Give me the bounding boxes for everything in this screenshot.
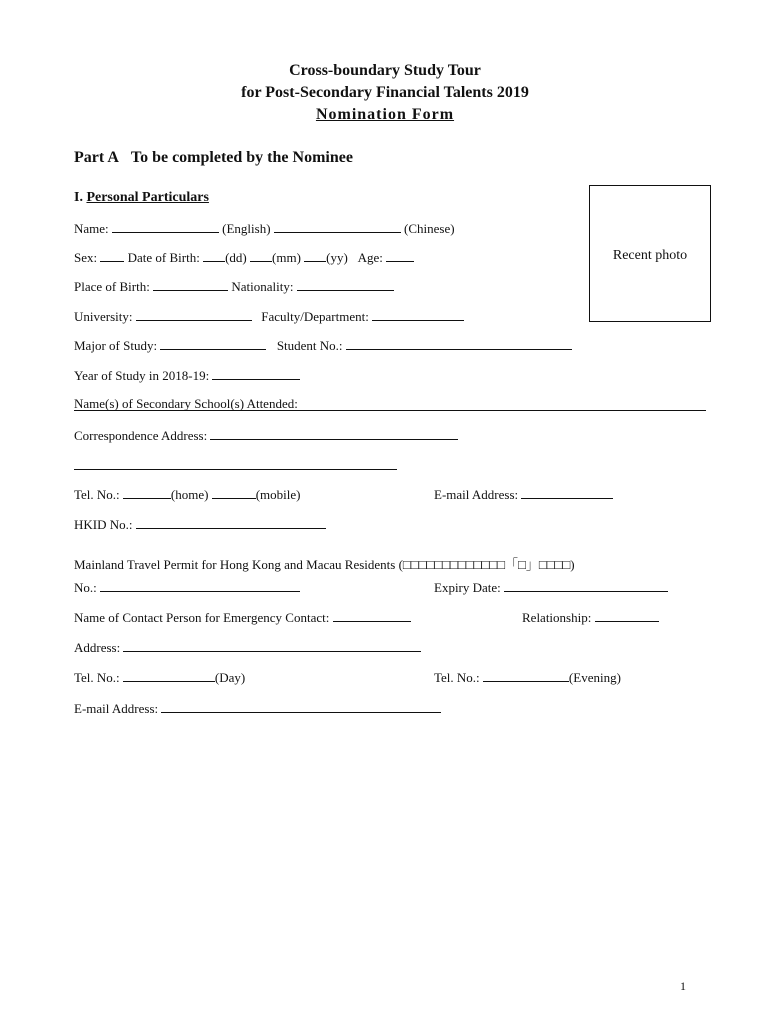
hkid-row	[74, 516, 326, 533]
correspondence-row	[74, 427, 458, 444]
correspondence-field-line2[interactable]	[74, 469, 397, 470]
name-label: Name:	[74, 221, 109, 236]
section-number: I.	[74, 190, 83, 205]
photo-box[interactable]	[589, 185, 711, 322]
address-row	[74, 639, 421, 656]
birth-row	[74, 278, 394, 295]
part-a-heading	[74, 148, 353, 168]
address-label: Address:	[74, 640, 121, 655]
email-row	[434, 486, 613, 503]
year-row	[74, 367, 300, 384]
nationality-field[interactable]	[297, 278, 394, 291]
relationship-field[interactable]	[595, 609, 659, 622]
student-no-field[interactable]	[346, 337, 572, 350]
sex-field[interactable]	[100, 249, 124, 262]
email-label: E-mail Address:	[434, 487, 519, 502]
faculty-label: Faculty/Department:	[261, 309, 369, 324]
dob-yy-field[interactable]	[304, 249, 326, 262]
tel-day-label: Tel. No.:	[74, 670, 120, 685]
dob-dd-field[interactable]	[203, 249, 225, 262]
chinese-label: (Chinese)	[404, 221, 455, 236]
tel-evening-row	[434, 669, 621, 686]
university-label: University:	[74, 309, 133, 324]
section-heading	[74, 190, 209, 206]
permit-no-row	[74, 579, 300, 596]
yy-label: (yy)	[326, 250, 348, 265]
tel-evening-label: Tel. No.:	[434, 670, 480, 685]
form-title-line1: Cross-boundary Study Tour	[289, 62, 481, 79]
form-title-line3-wrap	[0, 105, 770, 125]
day-label: (Day)	[214, 670, 246, 685]
tel-evening-field[interactable]	[483, 669, 569, 682]
permit-label: Mainland Travel Permit for Hong Kong and Macau Residents (□□□□□□□□□□□□□「□」□□□□)	[74, 557, 575, 572]
sex-label: Sex:	[74, 250, 98, 265]
age-field[interactable]	[386, 249, 414, 262]
contact-email-row	[74, 700, 441, 717]
dob-mm-field[interactable]	[250, 249, 272, 262]
place-of-birth-label: Place of Birth:	[74, 279, 150, 294]
major-field[interactable]	[160, 337, 266, 350]
hkid-field[interactable]	[136, 516, 326, 529]
part-a-title: To be completed by the Nominee	[130, 149, 353, 166]
tel-day-field[interactable]	[123, 669, 215, 682]
expiry-row	[434, 579, 668, 596]
emergency-row	[74, 609, 411, 626]
section-title: Personal Particulars	[86, 190, 209, 205]
mm-label: (mm)	[272, 250, 301, 265]
form-title-line2: for Post-Secondary Financial Talents 2019	[241, 84, 529, 101]
relationship-row	[522, 609, 659, 626]
tel-mobile-field[interactable]	[212, 486, 256, 499]
secondary-school-label: Name(s) of Secondary School(s) Attended:	[74, 396, 298, 411]
contact-email-label: E-mail Address:	[74, 701, 159, 716]
relationship-label: Relationship:	[522, 610, 592, 625]
tel-day-row	[74, 669, 245, 686]
contact-email-field[interactable]	[161, 700, 441, 713]
sex-dob-row	[74, 249, 414, 266]
email-field[interactable]	[521, 486, 613, 499]
place-of-birth-field[interactable]	[153, 278, 228, 291]
dob-label: Date of Birth:	[127, 250, 200, 265]
faculty-field[interactable]	[372, 308, 464, 321]
expiry-field[interactable]	[504, 579, 668, 592]
form-title-line3: Nomination Form	[315, 106, 455, 123]
emergency-contact-field[interactable]	[333, 609, 411, 622]
mobile-label: (mobile)	[255, 487, 301, 502]
permit-no-field[interactable]	[100, 579, 300, 592]
tel-row	[74, 486, 300, 503]
dd-label: (dd)	[225, 250, 247, 265]
secondary-school-field[interactable]	[74, 396, 706, 411]
correspondence-field[interactable]	[210, 427, 458, 440]
name-english-field[interactable]	[112, 220, 219, 233]
tel-home-field[interactable]	[123, 486, 171, 499]
permit-no-label: No.:	[74, 580, 97, 595]
year-of-study-label: Year of Study in 2018-19:	[74, 368, 210, 383]
emergency-contact-label: Name of Contact Person for Emergency Contact:	[74, 610, 330, 625]
home-label: (home)	[170, 487, 209, 502]
tel-label: Tel. No.:	[74, 487, 120, 502]
age-label: Age:	[357, 250, 383, 265]
name-row	[74, 220, 455, 237]
page-number: 1	[680, 979, 686, 993]
nationality-label: Nationality:	[231, 279, 294, 294]
major-label: Major of Study:	[74, 338, 158, 353]
university-field[interactable]	[136, 308, 252, 321]
photo-label: Recent photo	[612, 248, 688, 263]
correspondence-label: Correspondence Address:	[74, 428, 208, 443]
english-label: (English)	[222, 221, 271, 236]
part-a-label: Part A	[74, 149, 119, 166]
address-field[interactable]	[123, 639, 421, 652]
evening-label: (Evening)	[568, 670, 621, 685]
year-of-study-field[interactable]	[212, 367, 300, 380]
expiry-label: Expiry Date:	[434, 580, 501, 595]
university-row	[74, 308, 464, 325]
student-no-label: Student No.:	[276, 338, 343, 353]
major-row	[74, 337, 572, 354]
name-chinese-field[interactable]	[274, 220, 401, 233]
hkid-label: HKID No.:	[74, 517, 133, 532]
